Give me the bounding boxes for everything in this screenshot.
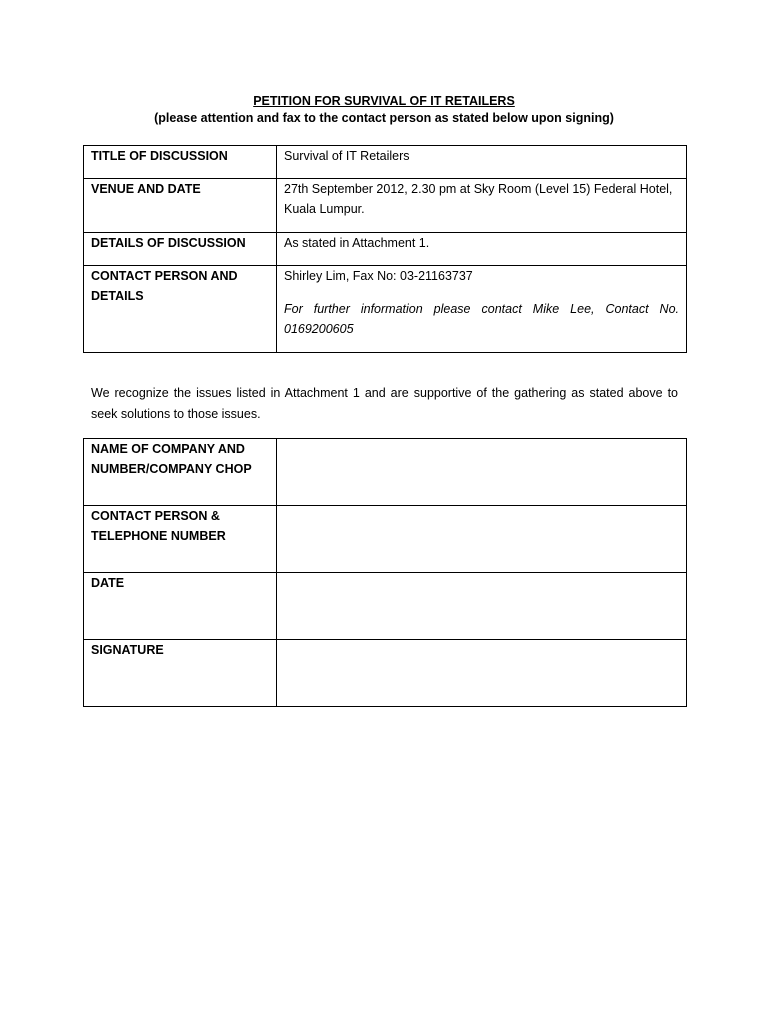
document-header	[0, 93, 768, 127]
venue-and-date-value: 27th September 2012, 2.30 pm at Sky Room (Level 15) Federal Hotel, Kuala Lumpur.	[277, 179, 687, 233]
signature-label: SIGNATURE	[84, 640, 277, 707]
table-row	[84, 233, 687, 266]
support-statement: We recognize the issues listed in Attachment 1 and are supportive of the gathering as stated above to seek solutions to those issues.	[91, 386, 678, 421]
title-of-discussion-label: TITLE OF DISCUSSION	[84, 146, 277, 179]
title-of-discussion-value: Survival of IT Retailers	[277, 146, 687, 179]
table-row	[84, 573, 687, 640]
date-field[interactable]	[277, 573, 687, 640]
signature-field[interactable]	[277, 640, 687, 707]
table-row	[84, 266, 687, 353]
document-subtitle: (please attention and fax to the contact person as stated below upon signing)	[154, 111, 614, 125]
company-name-label: NAME OF COMPANY AND NUMBER/COMPANY CHOP	[84, 439, 277, 506]
date-label: DATE	[84, 573, 277, 640]
table-row	[84, 640, 687, 707]
contact-telephone-label: CONTACT PERSON & TELEPHONE NUMBER	[84, 506, 277, 573]
further-information-note: For further information please contact Mike Lee, Contact No. 0169200605	[284, 302, 679, 336]
venue-and-date-label: VENUE AND DATE	[84, 179, 277, 233]
signature-form-table	[83, 438, 687, 707]
contact-person-value: Shirley Lim, Fax No: 03-21163737	[284, 269, 473, 283]
details-of-discussion-label: DETAILS OF DISCUSSION	[84, 233, 277, 266]
table-row	[84, 179, 687, 233]
table-row	[84, 506, 687, 573]
table-row	[84, 439, 687, 506]
company-name-field[interactable]	[277, 439, 687, 506]
details-of-discussion-value: As stated in Attachment 1.	[277, 233, 687, 266]
table-row	[84, 146, 687, 179]
discussion-info-table	[83, 145, 687, 353]
contact-person-label: CONTACT PERSON AND DETAILS	[84, 266, 277, 353]
contact-telephone-field[interactable]	[277, 506, 687, 573]
contact-person-cell	[277, 266, 687, 353]
document-title: PETITION FOR SURVIVAL OF IT RETAILERS	[253, 94, 515, 108]
